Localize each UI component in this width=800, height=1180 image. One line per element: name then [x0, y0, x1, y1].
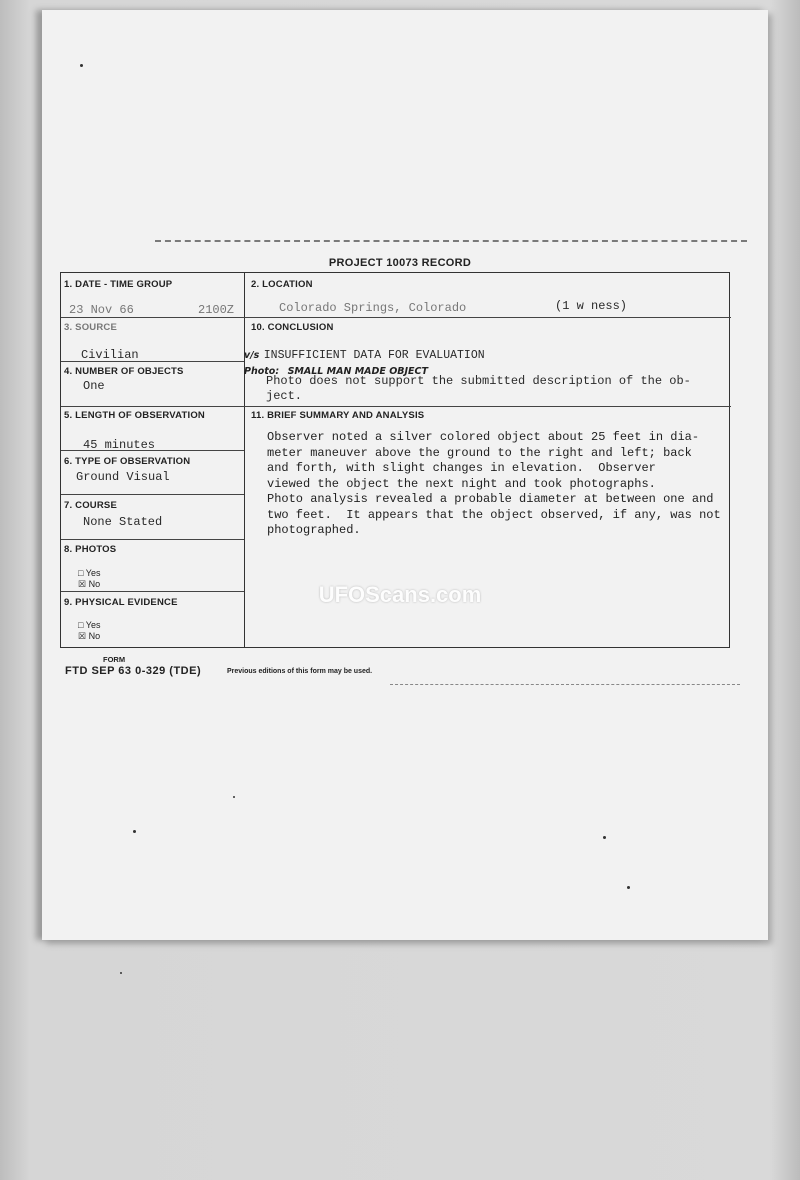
location-value: Colorado Springs, Colorado [279, 301, 467, 315]
length-of-observation-label: 5. LENGTH OF OBSERVATION [64, 410, 205, 421]
scan-speck [233, 796, 235, 798]
visual-prefix: v/s [244, 350, 260, 361]
date-value: 23 Nov 66 [69, 303, 134, 317]
photos-no-label: No [88, 579, 101, 589]
row-divider [61, 539, 244, 540]
scan-speck [627, 886, 630, 889]
watermark: UFOScans.com [318, 582, 482, 607]
summary-line: meter maneuver above the ground to the right and left; back [267, 445, 692, 460]
summary-line: and forth, with slight changes in elevation. Observer [267, 461, 656, 475]
photos-label: 8. PHOTOS [64, 544, 117, 555]
evidence-yes-option [78, 620, 100, 630]
conclusion-label: 10. CONCLUSION [251, 322, 334, 333]
summary-line: Observer noted a silver colored object about 25 feet in dia- [267, 430, 700, 444]
top-divider [155, 240, 747, 242]
physical-evidence-label: 9. PHYSICAL EVIDENCE [64, 597, 178, 608]
scan-speck [80, 64, 83, 67]
checkbox-empty-icon: □ [78, 620, 84, 630]
bottom-divider [390, 684, 740, 685]
scan-speck [133, 830, 136, 833]
row-divider [61, 406, 731, 407]
photo-prefix: Photo: [244, 366, 280, 377]
footer-form-code: FTD SEP 63 0-329 (TDE) [65, 665, 202, 677]
visual-conclusion-text: INSUFFICIENT DATA FOR EVALUATION [263, 349, 485, 362]
scan-speck [120, 972, 122, 974]
summary-label: 11. BRIEF SUMMARY AND ANALYSIS [251, 410, 425, 421]
summary-line: photographed. [267, 523, 361, 537]
course-value: None Stated [83, 515, 163, 529]
column-divider [244, 273, 245, 647]
footer-note: Previous editions of this form may be used. [227, 668, 373, 675]
source-label: 3. SOURCE [64, 322, 118, 333]
summary-line: two feet. It appears that the object observed, if any, was not [267, 507, 721, 522]
type-of-observation-label: 6. TYPE OF OBSERVATION [64, 456, 191, 467]
row-divider [61, 317, 731, 318]
evidence-no-option [78, 631, 100, 642]
summary-line: viewed the object the next night and took photographs. [267, 476, 656, 491]
type-of-observation-value: Ground Visual [76, 470, 170, 484]
form-title: PROJECT 10073 RECORD [328, 257, 472, 269]
length-of-observation-value: 45 minutes [83, 438, 156, 452]
location-note: (1 w ness) [555, 299, 628, 313]
row-divider [61, 494, 244, 495]
photos-yes-label: Yes [85, 568, 101, 578]
evidence-yes-label: Yes [85, 620, 101, 630]
row-divider [61, 591, 244, 592]
evidence-no-label: No [88, 631, 101, 641]
summary-line: Photo analysis revealed a probable diameter at between one and [267, 492, 714, 506]
footer-form-word: FORM [103, 655, 126, 664]
course-label: 7. COURSE [64, 500, 118, 511]
time-value: 2100Z [198, 303, 235, 317]
photos-yes-option [78, 568, 100, 578]
scan-speck [603, 836, 606, 839]
checkbox-checked-icon: ☒ [78, 631, 87, 641]
conclusion-text-line-1: Photo does not support the submitted description of the ob- [266, 374, 691, 388]
number-of-objects-label: 4. NUMBER OF OBJECTS [64, 366, 184, 377]
date-time-group-label: 1. DATE - TIME GROUP [64, 279, 173, 290]
photo-conclusion-text: SMALL MAN MADE OBJECT [287, 366, 428, 377]
checkbox-checked-icon: ☒ [78, 579, 87, 589]
summary-text [267, 430, 727, 539]
location-label: 2. LOCATION [251, 279, 313, 290]
number-of-objects-value: One [83, 379, 105, 393]
source-value: Civilian [81, 348, 139, 362]
checkbox-empty-icon: □ [78, 568, 84, 578]
photos-no-option [78, 579, 100, 590]
conclusion-text-line-2: ject. [266, 389, 303, 403]
